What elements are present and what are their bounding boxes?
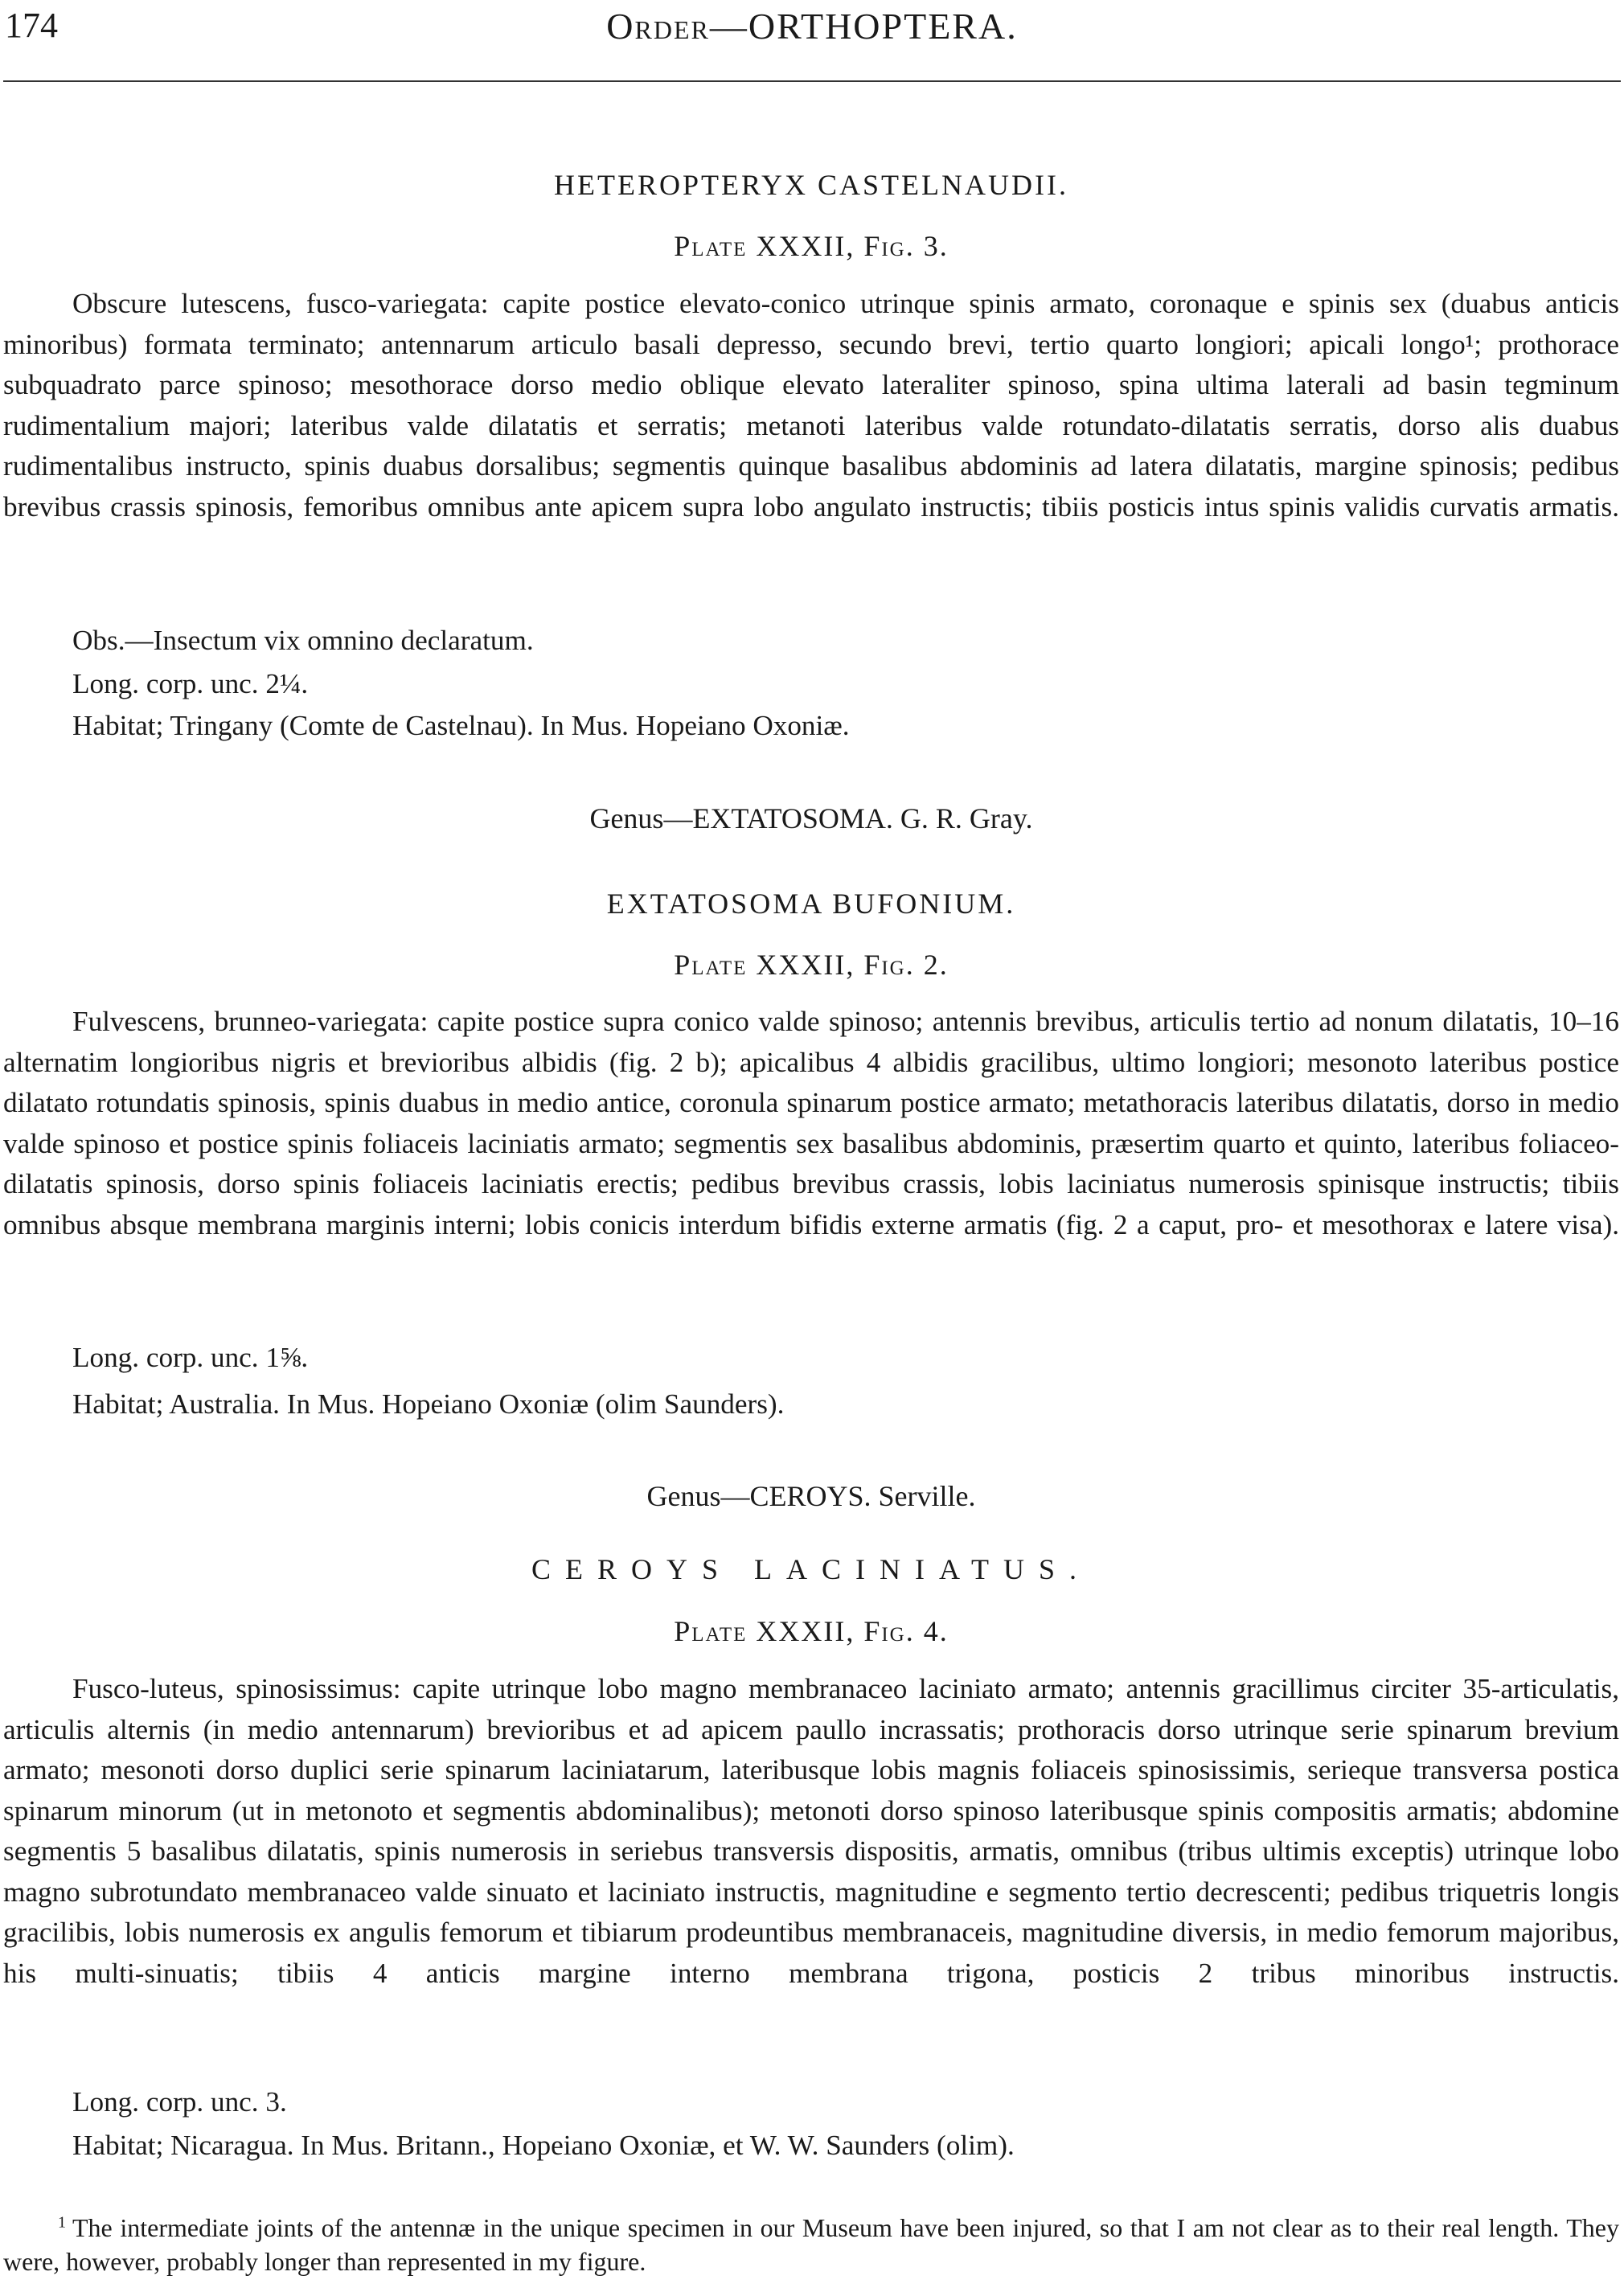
habitat-extatosoma: Habitat; Australia. In Mus. Hopeiano Oxoniæ (olim Saunders).: [72, 1388, 785, 1420]
page-header: [0, 0, 1624, 77]
habitat-ceroys: Habitat; Nicaragua. In Mus. Britann., Hopeiano Oxoniæ, et W. W. Saunders (olim).: [72, 2130, 1015, 2161]
footnote-text: The intermediate joints of the antennæ in the unique specimen in our Museum have been injured, so that I am not clear as to their real length. They were, however, probably longer than represented in my figure.: [3, 2213, 1619, 2276]
species-title-extatosoma: EXTATOSOMA BUFONIUM.: [606, 888, 1016, 920]
genus-heading-extatosoma: Genus—EXTATOSOMA. G. R. Gray.: [589, 802, 1033, 834]
page-number: 174: [5, 6, 58, 45]
running-title: Order—ORTHOPTERA.: [606, 6, 1018, 47]
description-heteropteryx: Obscure lutescens, fusco-variegata: capite postice elevato-conico utrinque spinis armato, coronaque e spinis sex (duabus anticis minoribus) formata terminato; antennarum articulo basali depresso, secundo brevi, tertio quarto longiori; apicali longo¹; prothorace subquadrato parce spinoso; mesothorace dorso medio oblique elevato lateraliter spinoso, spina ultima laterali ad basin tegminum rudimentalium majori; lateribus valde dilatatis et serratis; metanoti lateribus valde rotundato-dilatatis serratis, dorso alis duabus rudimentalibus instructo, spinis duabus dorsalibus; segmentis quinque basalibus abdominis ad latera dilatatis, margine spinosis; pedibus brevibus crassis spinosis, femoribus omnibus ante apicem supra lobo angulato instructis; tibiis posticis intus spinis validis curvatis armatis.: [3, 288, 1619, 523]
length-heteropteryx: Long. corp. unc. 2¼.: [72, 668, 309, 699]
header-rule: [3, 80, 1621, 82]
footnote: [3, 2211, 1619, 2278]
species-title-ceroys: CEROYS LACINIATUS.: [531, 1553, 1092, 1585]
observation-note: Obs.—Insectum vix omnino declaratum.: [72, 625, 534, 656]
length-ceroys: Long. corp. unc. 3.: [72, 2086, 287, 2118]
plate-reference-2: Plate XXXII, Fig. 2.: [674, 949, 949, 981]
footnote-marker: 1: [58, 2213, 66, 2232]
description-extatosoma: Fulvescens, brunneo-variegata: capite postice supra conico valde spinoso; antennis brevibus, articulis tertio ad nonum dilatatis, 10–16 alternatim longioribus nigris et brevioribus albidis (fig. 2 b); apicalibus 4 albidis gracilibus, ultimo longiori; mesonoto lateribus postice dilatato rotundatis spinosis, spinis duabus in medio antice, coronula spinarum postice armato; metathoracis lateribus dilatatis, dorso in medio valde spinoso et postice spinis foliaceis laciniatis armato; segmentis sex basalibus abdominis, præsertim quarto et quinto, lateribus foliaceo-dilatatis spinosis, dorso spinis foliaceis laciniatis erectis; pedibus brevibus crassis, lobis laciniatus numerosis spinisque instructis; tibiis omnibus absque membrana marginis interni; lobis conicis interdum bifidis externe armatis (fig. 2 a caput, pro- et mesothorax e latere visa).: [3, 1006, 1619, 1240]
description-ceroys: Fusco-luteus, spinosissimus: capite utrinque lobo magno membranaceo laciniato armato; antennis gracillimus circiter 35-articulatis, articulis alternis (in medio antennarum) brevioribus et ad apicem paullo incrassatis; prothoracis dorso utrinque serie spinarum brevium armato; mesonoti dorso duplici serie spinarum laciniatarum, lateribusque lobis magnis foliaceis spinosissimis, serieque transversa postica spinarum minorum (ut in metonoto et segmentis abdominalibus); metonoti dorso spinoso lateribusque spinis compositis armatis; abdomine segmentis 5 basalibus dilatatis, spinis numerosis in seriebus transversis dispositis, armatis, omnibus (tribus ultimis exceptis) utrinque lobo magno subrotundato membranaceo valde sinuato et laciniato instructis, magnitudine e segmento tertio decrescenti; pedibus triquetris longis gracilibis, lobis numerosis ex angulis femorum et tibiarum prodeuntibus membranaceis, magnitudine diversis, in medio femorum majoribus, his multi-sinuatis; tibiis 4 anticis margine interno membrana trigona, posticis 2 tribus minoribus instructis.: [3, 1673, 1619, 1989]
plate-reference-1: Plate XXXII, Fig. 3.: [674, 230, 949, 262]
plate-reference-3: Plate XXXII, Fig. 4.: [674, 1615, 949, 1647]
length-extatosoma: Long. corp. unc. 1⅝.: [72, 1342, 309, 1373]
species-title-heteropteryx: HETEROPTERYX CASTELNAUDII.: [554, 169, 1068, 201]
habitat-heteropteryx: Habitat; Tringany (Comte de Castelnau). In Mus. Hopeiano Oxoniæ.: [72, 710, 850, 741]
genus-heading-ceroys: Genus—CEROYS. Serville.: [646, 1480, 976, 1512]
